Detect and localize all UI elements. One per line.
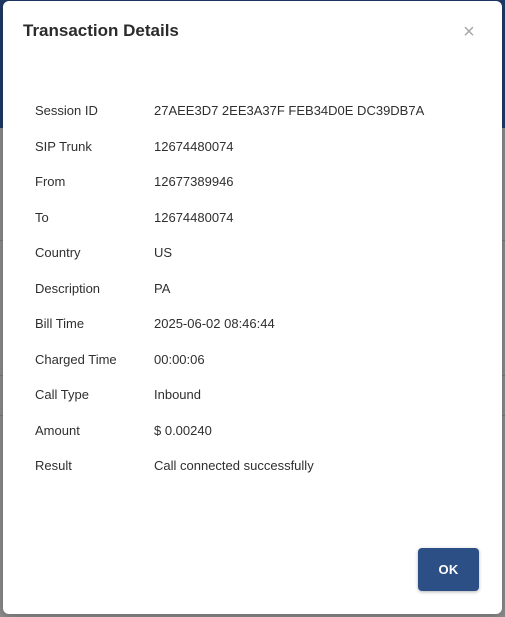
detail-row-bill-time (35, 306, 475, 342)
detail-value: 00:00:06 (154, 351, 205, 367)
detail-value: Call connected successfully (154, 458, 314, 474)
detail-label: From (35, 174, 66, 190)
detail-row-description (35, 271, 475, 307)
detail-row-call-type (35, 377, 475, 413)
detail-label: Result (35, 458, 72, 474)
detail-value: 27AEE3D7 2EE3A37F FEB34D0E DC39DB7A (154, 103, 425, 119)
detail-label: Country (35, 245, 81, 261)
detail-label: Description (35, 280, 101, 296)
close-icon[interactable]: × (463, 21, 475, 43)
detail-row-to (35, 200, 475, 236)
detail-label: Session ID (35, 103, 98, 119)
detail-value: Inbound (154, 387, 201, 403)
detail-value: 2025-06-02 08:46:44 (154, 316, 275, 332)
detail-row-charged-time (35, 342, 475, 378)
dialog-title: Transaction Details (23, 21, 179, 40)
detail-row-from (35, 164, 475, 200)
detail-row-result (35, 448, 475, 484)
detail-value: PA (154, 280, 171, 296)
detail-label: Call Type (35, 387, 89, 403)
detail-label: Amount (35, 422, 80, 438)
detail-row-sip-trunk (35, 129, 475, 165)
detail-value: 12677389946 (154, 174, 234, 190)
transaction-details-dialog (3, 1, 502, 614)
detail-value: $ 0.00240 (154, 422, 212, 438)
detail-label: Charged Time (35, 351, 117, 367)
detail-value: 12674480074 (154, 138, 234, 154)
ok-button[interactable]: OK (418, 548, 479, 591)
detail-label: To (35, 209, 49, 225)
detail-value: US (154, 245, 173, 261)
detail-value: 12674480074 (154, 209, 234, 225)
details-list (35, 93, 475, 484)
detail-label: Bill Time (35, 316, 85, 332)
detail-row-country (35, 235, 475, 271)
detail-row-session-id (35, 93, 475, 129)
detail-row-amount (35, 413, 475, 449)
detail-label: SIP Trunk (35, 138, 92, 154)
